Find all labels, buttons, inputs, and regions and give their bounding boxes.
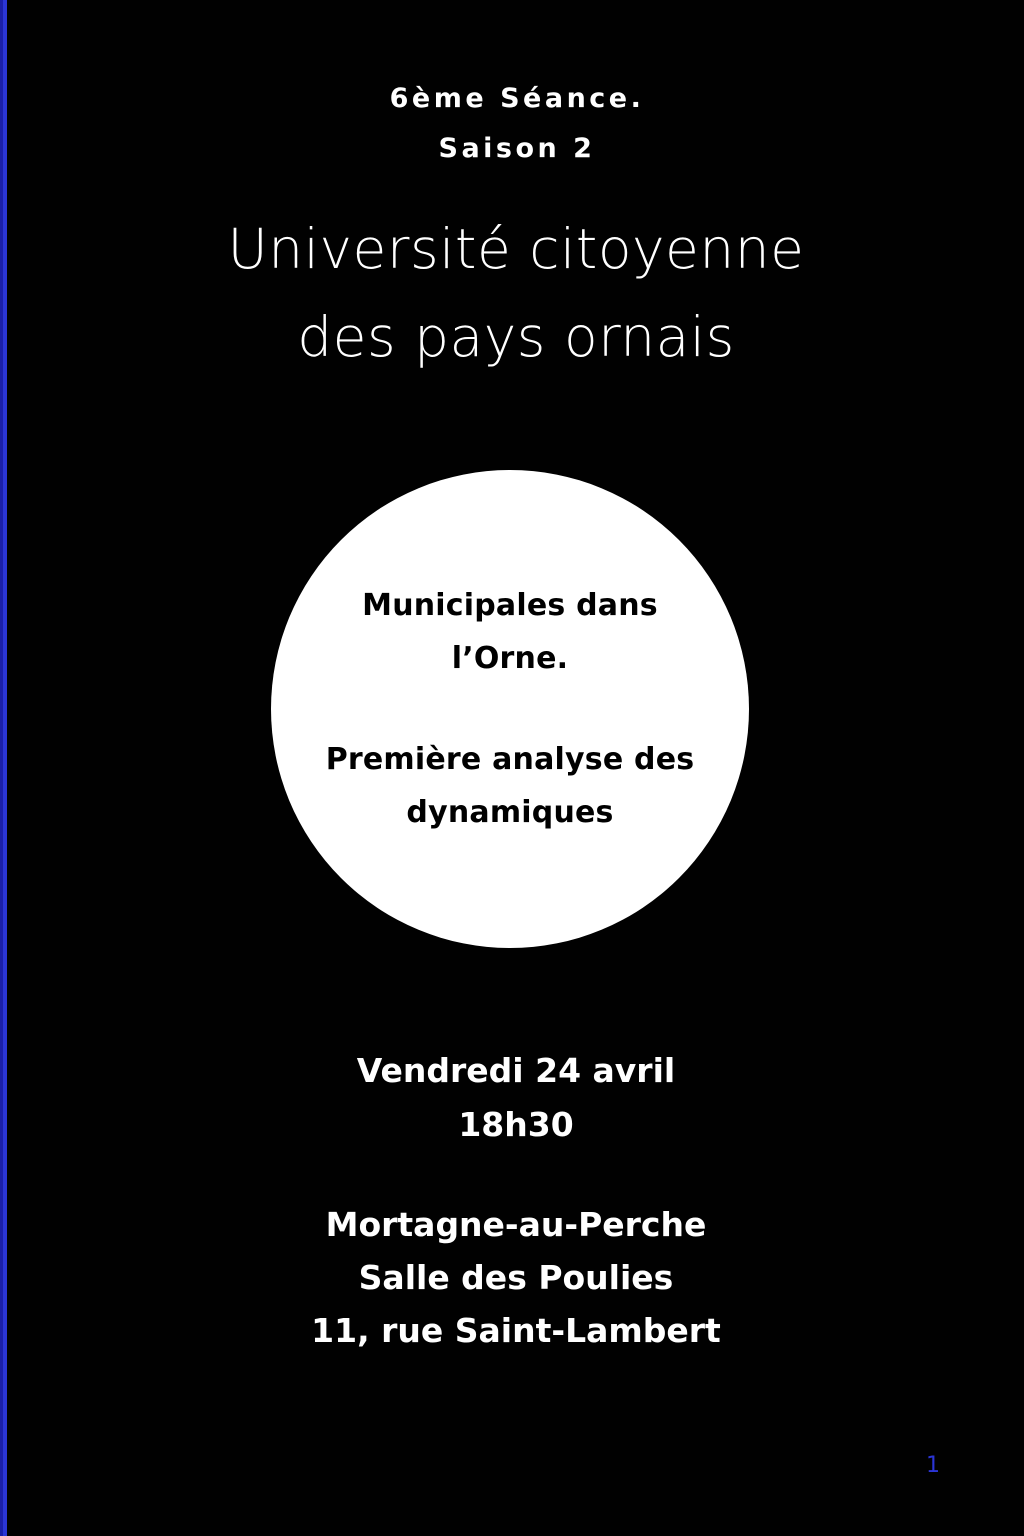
location-venue: Salle des Poulies [358, 1258, 674, 1297]
location-address: 11, rue Saint-Lambert [311, 1311, 721, 1350]
location-city: Mortagne-au-Perche [325, 1205, 707, 1244]
event-location [0, 1198, 1024, 1357]
subject-line-3: Première analyse des [325, 742, 695, 777]
subject-line-1: Municipales dans [362, 588, 658, 623]
event-date: Vendredi 24 avril [356, 1051, 676, 1090]
subject-line-4: dynamiques [406, 795, 614, 830]
session-number: 6ème Séance. [389, 83, 645, 114]
page-title [0, 205, 1024, 381]
event-datetime [0, 1044, 1024, 1152]
event-time: 18h30 [458, 1105, 574, 1144]
subject-circle [271, 470, 749, 948]
title-line-2: des pays ornais [297, 305, 735, 369]
subject-text [300, 579, 720, 839]
title-line-1: Université citoyenne [227, 217, 805, 281]
session-eyebrow [0, 74, 1024, 174]
subject-line-2: l’Orne. [451, 641, 569, 676]
subject-spacer [300, 685, 720, 733]
season-label: Saison 2 [438, 133, 596, 164]
page-number: 1 [926, 1453, 940, 1478]
